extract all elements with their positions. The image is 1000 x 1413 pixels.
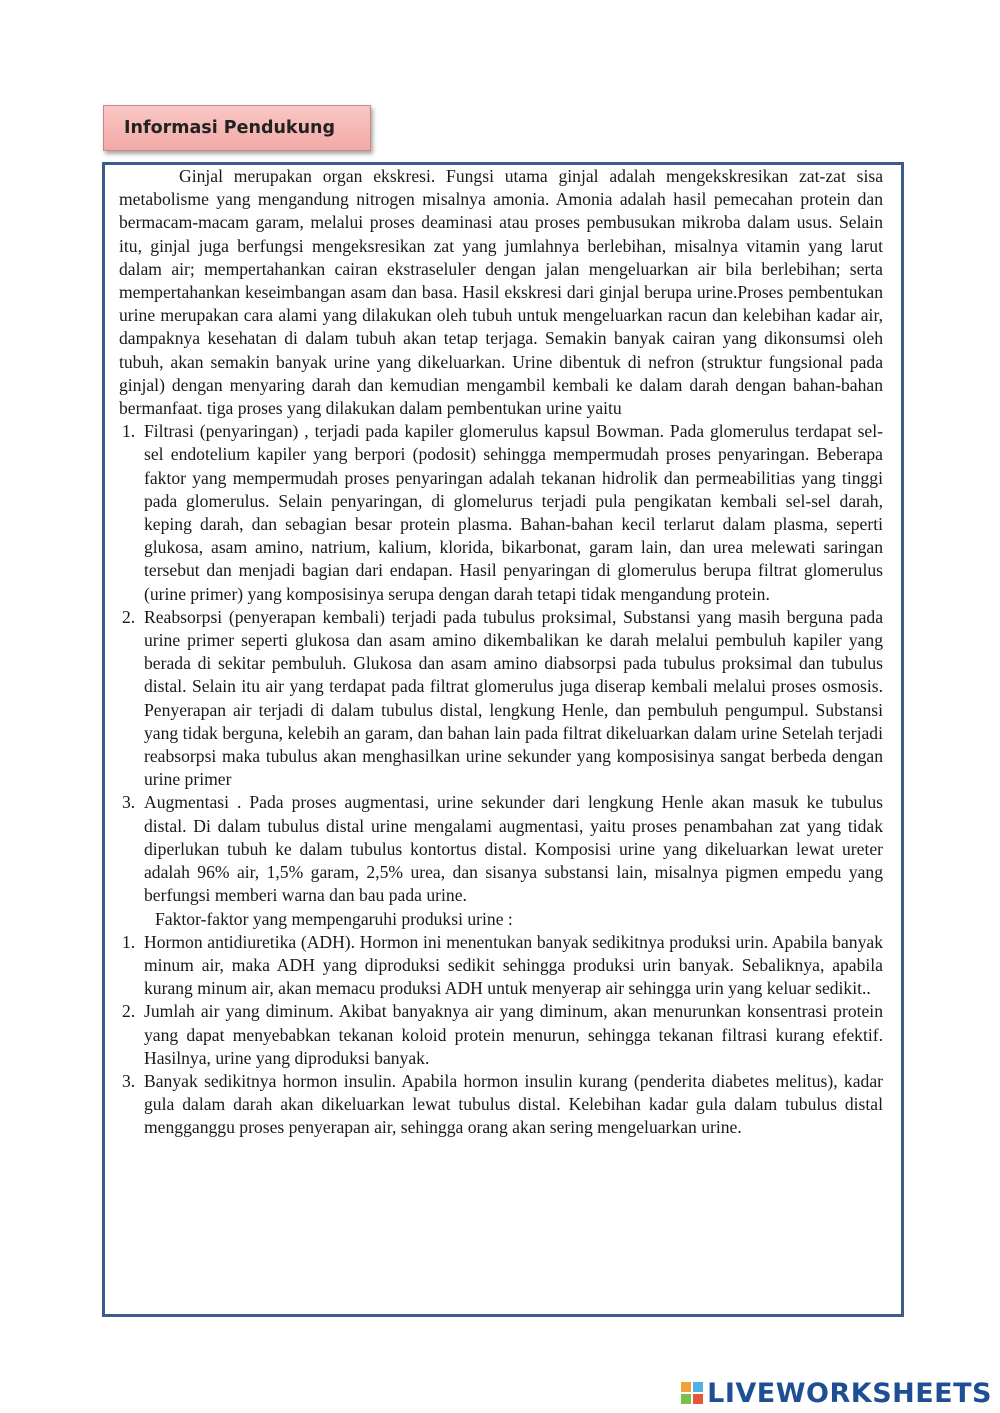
- content-box: [102, 162, 904, 1317]
- list-item: [119, 1070, 883, 1140]
- list-number: 1.: [122, 421, 136, 442]
- logo-square: [693, 1382, 703, 1392]
- liveworksheets-logo[interactable]: [681, 1376, 992, 1410]
- section-title: Informasi Pendukung: [124, 118, 336, 138]
- list-item: [119, 1000, 883, 1070]
- list-number: 2.: [122, 1001, 136, 1022]
- list-number: 1.: [122, 931, 136, 952]
- list-item-text: Reabsorpsi (penyerapan kembali) terjadi pada tubulus proksimal, Substansi yang masih berguna pada urine primer seperti glukosa dan asam amino dikembalikan ke darah melalui pembuluh kapiler yang berada di sekitar pembuluh. Glukosa dan asam amino diabsorpsi pada tubulus proksimal dan tubulus distal. Selain itu air yang terdapat pada filtrat glomerulus juga diserap kembali melalui proses osmosis. Penyerapan air terjadi di dalam tubulus distal, lengkung Henle, dan pembuluh pengumpul. Substansi yang tidak berguna, kelebih an garam, dan bahan lain pada filtrat dikeluarkan dalam urine Setelah terjadi reabsorpsi maka tubulus akan menghasilkan urine sekunder yang komposisinya sangat berbeda dengan urine primer: [144, 606, 883, 790]
- list-item: [119, 931, 883, 1001]
- list-item: [119, 791, 883, 907]
- faktor-intro: Faktor-faktor yang mempengaruhi produksi urine :: [155, 908, 513, 929]
- list-item: [119, 420, 883, 606]
- logo-mark-icon: [681, 1382, 703, 1404]
- list-number: 3.: [122, 792, 136, 813]
- intro-paragraph: Ginjal merupakan organ ekskresi. Fungsi utama ginjal adalah mengekskresikan zat-zat sisa metabolisme yang mengandung nitrogen misalnya amonia. Amonia adalah hasil pemecahan protein dan bermacam-macam garam, melalui proses deaminasi atau proses pembusukan mikroba dalam usus. Selain itu, ginjal juga berfungsi mengeksresikan zat yang jumlahnya berlebihan, misalnya vitamin yang larut dalam air; mempertahankan cairan ekstraseluler dengan jalan mengeluarkan air bila berlebihan; serta mempertahankan keseimbangan asam dan basa. Hasil ekskresi dari ginjal berupa urine.Proses pembentukan urine merupakan cara alami yang dilakukan oleh tubuh untuk mengeluarkan racun dan kelebihan kadar air, dampaknya kesehatan di dalam tubuh akan tetap terjaga. Semakin banyak cairan yang dikonsumsi oleh tubuh, akan semakin banyak urine yang dikeluarkan. Urine dibentuk di nefron (struktur fungsional pada ginjal) dengan menyaring darah dan kemudian mengambil kembali ke dalam darah dengan bahan-bahan bermanfaat. tiga proses yang dilakukan dalam pembentukan urine yaitu: [119, 166, 883, 419]
- list-number: 2.: [122, 606, 136, 627]
- logo-square: [681, 1382, 691, 1392]
- logo-text: LIVEWORKSHEETS: [707, 1377, 992, 1409]
- list-item-text: Hormon antidiuretika (ADH). Hormon ini menentukan banyak sedikitnya produksi urin. Apabila banyak minum air, maka ADH yang diproduksi sedikit sehingga produksi urin banyak. Sebaliknya, apabila kurang minum air, akan memacu produksi ADH untuk menyerap air sehingga urin yang keluar sedikit..: [144, 931, 883, 999]
- list-item-text: Banyak sedikitnya hormon insulin. Apabila hormon insulin kurang (penderita diabetes melitus), kadar gula dalam darah akan dikeluarkan lewat tubulus distal. Kelebihan kadar gula dalam tubulus distal mengganggu proses penyerapan air, sehingga orang akan sering mengeluarkan urine.: [144, 1070, 883, 1138]
- list-number: 3.: [122, 1070, 136, 1091]
- section-header-tab: [103, 105, 371, 151]
- body-text: [119, 165, 883, 1140]
- logo-square: [681, 1394, 691, 1404]
- list-item-text: Jumlah air yang diminum. Akibat banyaknya air yang diminum, akan menurunkan konsentrasi protein yang dapat menyebabkan tekanan koloid protein menurun, sehingga tekanan filtrasi kurang efektif. Hasilnya, urine yang diproduksi banyak.: [144, 1001, 883, 1068]
- list-item-text: Filtrasi (penyaringan) , terjadi pada kapiler glomerulus kapsul Bowman. Pada glomerulus terdapat sel-sel endotelium kapiler yang berpori (podosit) sehingga mempermudah proses penyaringan. Beberapa faktor yang mempermudah proses penyaringan adalah tekanan hidrolik dan permeabilitias yang tinggi pada glomerulus. Selain penyaringan, di glomelurus terjadi pula pengikatan kembali sel-sel darah, keping darah, dan sebagian besar protein plasma. Bahan-bahan kecil terlarut dalam plasma, seperti glukosa, asam amino, natrium, kalium, klorida, bikarbonat, garam lain, dan urea melewati saringan tersebut dan menjadi bagian dari endapan. Hasil penyaringan di glomerulus berupa filtrat glomerulus (urine primer) yang komposisinya serupa dengan darah tetapi tidak mengandung protein.: [144, 421, 883, 604]
- list-item-text: Augmentasi . Pada proses augmentasi, urine sekunder dari lengkung Henle akan masuk ke tubulus distal. Di dalam tubulus distal urine mengalami augmentasi, yaitu proses penambahan zat yang tidak diperlukan tubuh ke dalam tubulus kontortus distal. Komposisi urine yang dikeluarkan lewat ureter adalah 96% air, 1,5% garam, 2,5% urea, dan sisanya substansi lain, misalnya pigmen empedu yang berfungsi memberi warna dan bau pada urine.: [144, 792, 883, 906]
- list-item: [119, 606, 883, 792]
- faktor-list: [119, 931, 883, 1140]
- logo-square: [693, 1394, 703, 1404]
- proses-list: [119, 420, 883, 907]
